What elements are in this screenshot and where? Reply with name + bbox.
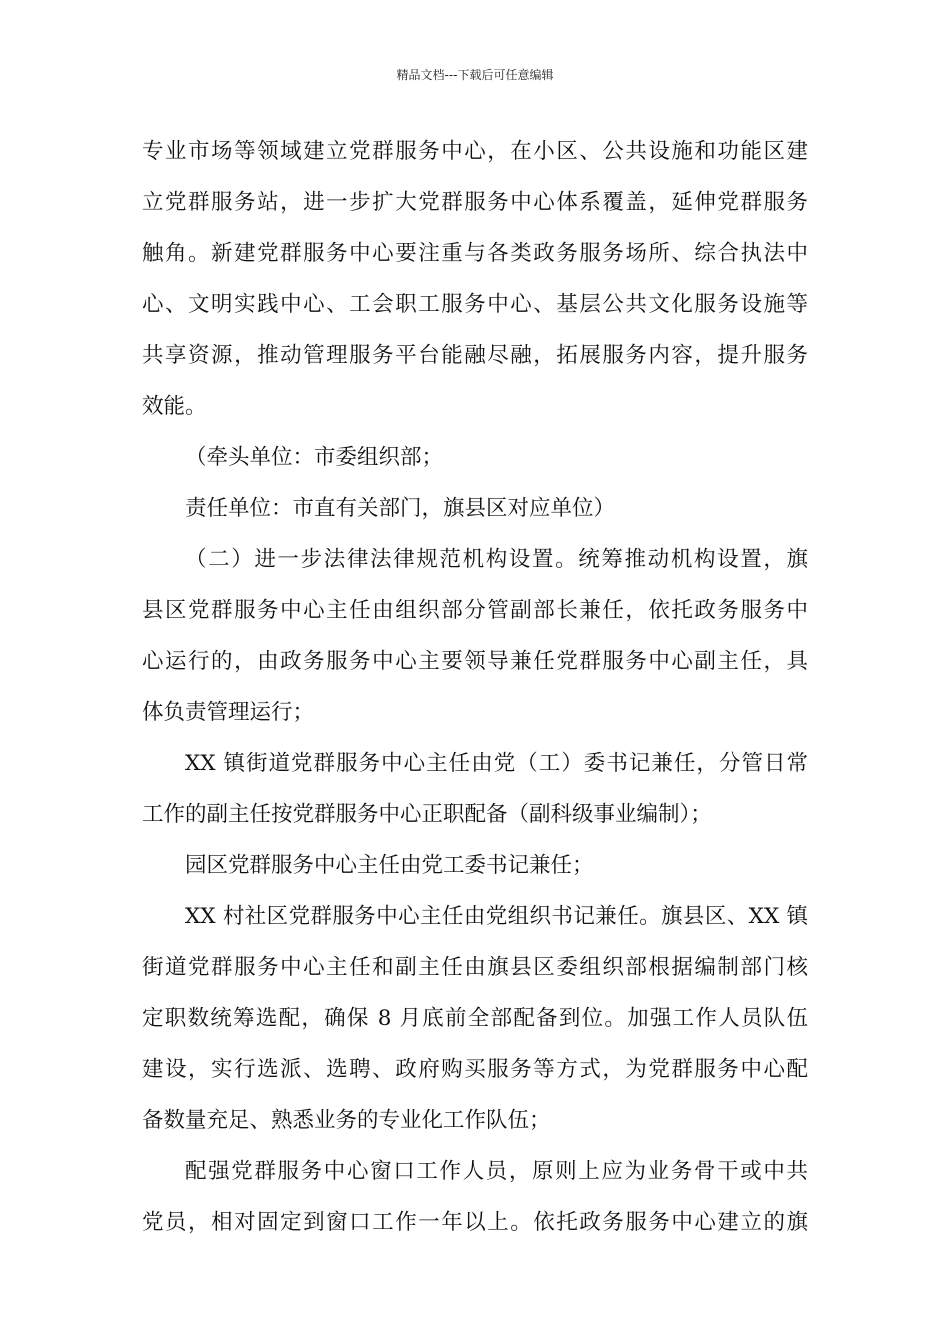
text-line: 效能。 [142, 394, 207, 419]
text-line: 建设，实行选派、选聘、政府购买服务等方式，为党群服务中心配 [142, 1057, 808, 1082]
text-line: XX 村社区党群服务中心主任由党组织书记兼任。旗县区、XX 镇 [185, 904, 808, 929]
document-body [142, 126, 808, 1248]
text-line: XX 镇街道党群服务中心主任由党（工）委书记兼任，分管日常 [185, 751, 808, 776]
page-header: 精品文档---下载后可任意编辑 [396, 68, 554, 82]
text-line: 园区党群服务中心主任由党工委书记兼任； [185, 853, 594, 878]
text-line: 县区党群服务中心主任由组织部分管副部长兼任，依托政务服务中 [142, 598, 808, 623]
text-line: （牵头单位：市委组织部； [185, 445, 444, 470]
text-line: 体负责管理运行； [142, 700, 315, 725]
text-line: 心运行的，由政务服务中心主要领导兼任党群服务中心副主任，具 [142, 649, 808, 674]
text-line: 触角。新建党群服务中心要注重与各类政务服务场所、综合执法中 [142, 241, 808, 266]
text-line: 定职数统筹选配，确保 8 月底前全部配备到位。加强工作人员队伍 [142, 1006, 808, 1031]
text-line: 专业市场等领域建立党群服务中心，在小区、公共设施和功能区建 [142, 139, 808, 164]
text-line: 配强党群服务中心窗口工作人员，原则上应为业务骨干或中共 [185, 1159, 808, 1184]
text-line: 立党群服务站，进一步扩大党群服务中心体系覆盖，延伸党群服务 [142, 190, 808, 215]
text-line: 工作的副主任按党群服务中心正职配备（副科级事业编制）； [142, 802, 712, 827]
text-line: 责任单位：市直有关部门，旗县区对应单位） [185, 496, 616, 521]
text-line: 共享资源，推动管理服务平台能融尽融，拓展服务内容，提升服务 [142, 343, 808, 368]
text-line: （二）进一步法律法律规范机构设置。统筹推动机构设置，旗 [185, 547, 808, 572]
text-line: 党员，相对固定到窗口工作一年以上。依托政务服务中心建立的旗 [142, 1210, 808, 1235]
text-line: 心、文明实践中心、工会职工服务中心、基层公共文化服务设施等 [142, 292, 808, 317]
text-line: 街道党群服务中心主任和副主任由旗县区委组织部根据编制部门核 [142, 955, 808, 980]
text-line: 备数量充足、熟悉业务的专业化工作队伍； [142, 1108, 551, 1133]
